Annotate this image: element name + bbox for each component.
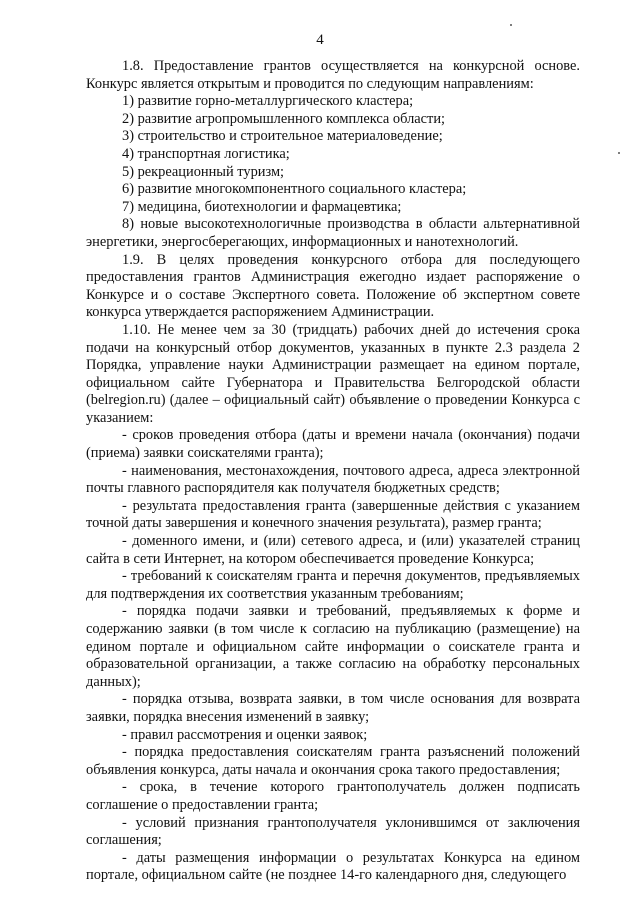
list-item: 7) медицина, биотехнологии и фармацевтика; (122, 198, 402, 215)
scan-speck (618, 152, 620, 154)
list-item: - результата предоставления гранта (завершенные действия с указанием точной даты завершения и конечного значения результата), размер гранта; (86, 497, 580, 532)
scan-speck (510, 24, 512, 26)
list-item: - порядка отзыва, возврата заявки, в том числе основания для возврата заявки, порядка внесения изменений в заявку; (86, 691, 580, 725)
page-number: 4 (316, 32, 324, 48)
list-item: - условий признания грантополучателя уклонившимся от заключения соглашения; (86, 814, 580, 849)
list-item: - срока, в течение которого грантополучатель должен подписать соглашение о предоставлении гранта; (86, 779, 580, 813)
list-item: - порядка предоставления соискателям гранта разъяснений положений объявления конкурса, даты начала и окончания срока такого предоставления; (86, 744, 580, 778)
list-item: 1) развитие горно-металлургического кластера; (122, 93, 414, 110)
list-item: - порядка подачи заявки и требований, предъявляемых к форме и содержанию заявки (в том числе к согласию на публикацию (размещение) на едином портале и официальном сайте информации о соискателе гранта и образовательной организации, а также согласию на обработку персональных данных); (86, 603, 580, 690)
list-item: 3) строительство и строительное материаловедение; (122, 128, 443, 145)
list-item: 4) транспортная логистика; (122, 145, 290, 162)
paragraph-1-8: 1.8. Предоставление грантов осуществляется на конкурсной основе. Конкурс является открытым и проводится по следующим направлениям: (86, 58, 580, 92)
list-item: - правил рассмотрения и оценки заявок; (122, 726, 368, 743)
list-item: - даты размещения информации о результатах Конкурса на едином портале, официальном сайте (не позднее 14-го календарного дня, следующего (86, 849, 580, 884)
list-item: - доменного имени, и (или) сетевого адреса, и (или) указателей страниц сайта в сети Интернет, на котором обеспечивается проведение Конкурса; (86, 533, 580, 567)
paragraph-1-10: 1.10. Не менее чем за 30 (тридцать) рабочих дней до истечения срока подачи на конкурсный отбор документов, указанных в пункте 2.3 раздела 2 Порядка, управление науки Администрации размещает на едином портале, официальном сайте Губернатора и Правительства Белгородской области (belregion.ru) (далее – официальный сайт) объявление о проведении Конкурса с указанием: (86, 321, 580, 426)
list-item: - наименования, местонахождения, почтового адреса, адреса электронной почты главного распорядителя как получателя бюджетных средств; (86, 462, 580, 497)
paragraph-1-9: 1.9. В целях проведения конкурсного отбора для последующего предоставления грантов Администрация ежегодно издает распоряжение о Конкурсе и о составе Экспертного совета. Положение об экспертном совете конкурса утверждается распоряжением Администрации. (86, 251, 580, 321)
document-body (86, 58, 580, 885)
list-item: 8) новые высокотехнологичные производства в области альтернативной энергетики, энергосберегающих, информационных и нанотехнологий. (86, 216, 580, 250)
list-item: 6) развитие многокомпонентного социального кластера; (122, 181, 467, 198)
list-item: 2) развитие агропромышленного комплекса области; (122, 110, 446, 127)
list-item: - требований к соискателям гранта и перечня документов, предъявляемых для подтверждения их соответствия указанным требованиям; (86, 568, 580, 602)
list-item: 5) рекреационный туризм; (122, 163, 285, 180)
list-item: - сроков проведения отбора (даты и времени начала (окончания) подачи (приема) заявки соискателями гранта); (86, 427, 580, 462)
